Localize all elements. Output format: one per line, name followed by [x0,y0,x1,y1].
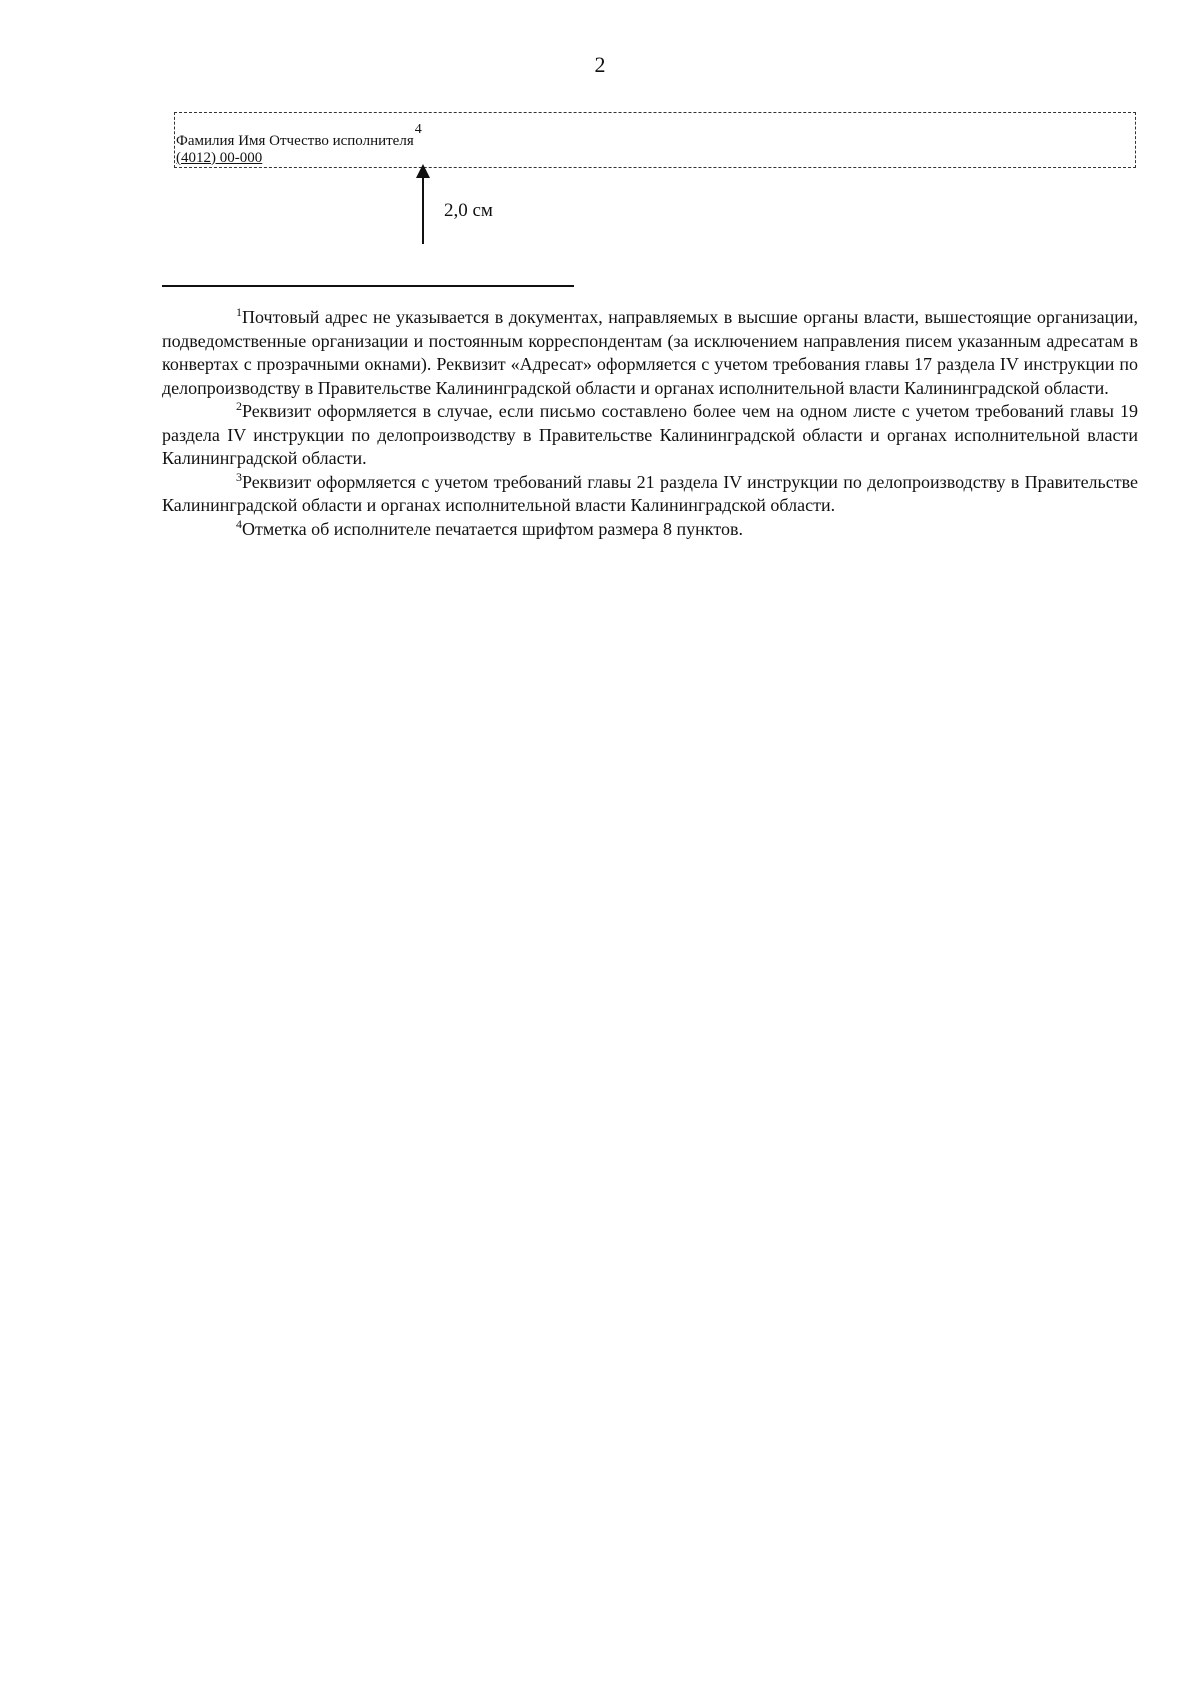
footnote-mark: 1 [236,305,242,319]
footnote-2 [162,400,1138,471]
footnote-4 [162,518,1138,542]
footnote-text: Реквизит оформляется с учетом требований главы 21 раздела IV инструкции по делопроизводству в Правительстве Калининградской области и органах исполнительной власти Калининградской области. [162,471,1138,515]
footnote-text: Почтовый адрес не указывается в документах, направляемых в высшие органы власти, вышестоящие организации, подведомственные организации и постоянным корреспондентам (за исключением направления писем указанным адресатам в конвертах с прозрачными окнами). Реквизит «Адресат» оформляется с учетом требования главы 17 раздела IV инструкции по делопроизводству в Правительстве Калининградской области и органах исполнительной власти Калининградской области. [162,307,1138,398]
executor-footnote-mark: 4 [414,122,422,137]
footnote-text: Реквизит оформляется в случае, если письмо составлено более чем на одном листе с учетом требований главы 19 раздела IV инструкции по делопроизводству в Правительстве Калининградской области и органах исполнительной власти Калининградской области. [162,401,1138,468]
footnote-1 [162,306,1138,400]
footnote-text: Отметка об исполнителе печатается шрифтом размера 8 пунктов. [242,518,743,539]
executor-phone: (4012) 00-000 [176,150,263,166]
executor-name-text: Фамилия Имя Отчество исполнителя [176,133,414,149]
footnote-3 [162,471,1138,518]
footnotes [162,306,1138,541]
measurement-line [422,170,424,244]
page-number: 2 [594,52,606,77]
footnote-mark: 2 [236,399,242,413]
measurement-label: 2,0 см [444,200,493,221]
executor-name [176,122,422,150]
footnote-separator [162,285,574,287]
footnote-mark: 3 [236,469,242,484]
footnote-mark: 4 [236,516,242,531]
